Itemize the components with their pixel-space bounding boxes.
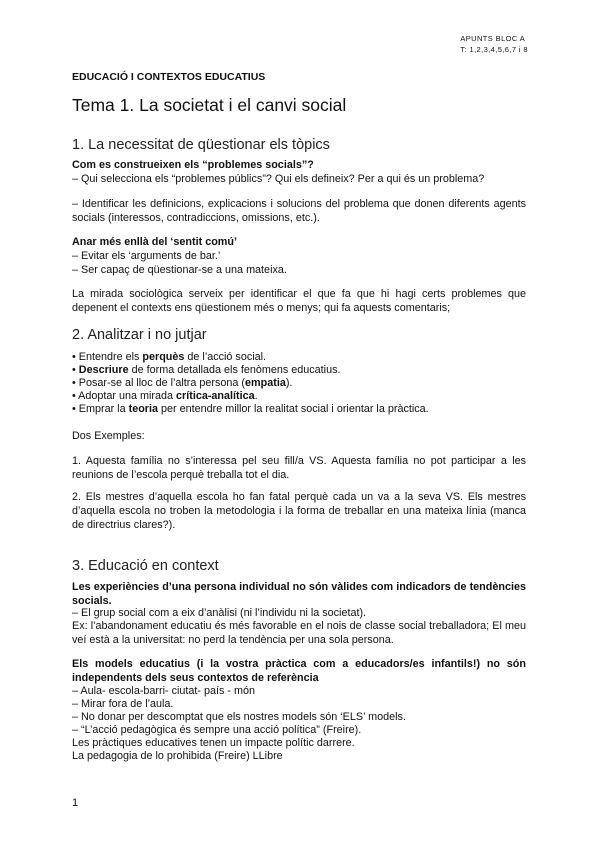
section-1-subtitle-1: Com es construeixen els “problemes socials”? [72,159,314,171]
section-3-list-line: – No donar per descomptat que els nostres models són ‘ELS’ models. [72,711,406,723]
examples-label: Dos Exemples: [72,430,145,442]
bullet-item: • Adoptar una mirada crítica-analítica. [72,390,258,402]
header-line-2: T: 1,2,3,4,5,6,7 i 8 [460,45,528,54]
section-1-paragraph-1: – Identificar les definicions, explicacions i solucions del problema que donen diferents agents socials (interessos, contradiccions, omissions, etc.). [72,198,526,224]
section-3-list-line: – Aula- escola-barri- ciutat- país - món [72,685,256,697]
section-1-heading: 1. La necessitat de qüestionar els tòpics [72,137,330,153]
section-3-heading: 3. Educació en context [72,558,219,574]
document-title: EDUCACIÓ I CONTEXTOS EDUCATIUS [72,71,266,83]
tema-title: Tema 1. La societat i el canvi social [72,95,347,115]
section-3-list-line: – “L’acció pedagògica és sempre una acció política” (Freire). [72,724,362,736]
section-1-list-line-1: – Evitar els ‘arguments de bar.’ [72,250,221,262]
section-3-line-1: – El grup social com a eix d’anàlisi (ni l’individu ni la societat). [72,607,367,619]
bullet-item: • Descriure de forma detallada els fenòmens educatius. [72,364,341,376]
section-1-line: – Qui selecciona els “problemes públics”? Qui els defineix? Per a qui és un problema? [72,173,485,185]
section-3-subtitle-2: Els models educatius (i la vostra pràctica com a educadors/es infantils!) no són independents dels seus contextos de referència [72,658,526,684]
section-3-list-line: La pedagogia de lo prohibida (Freire) LLibre [72,750,283,762]
section-3-subtitle-1: Les experiències d’una persona individual no són vàlides com indicadors de tendències socials. [72,581,526,607]
section-1-list-line-2: – Ser capaç de qüestionar-se a una mateixa. [72,264,287,276]
bullet-item: • Emprar la teoria per entendre millor la realitat social i orientar la pràctica. [72,403,429,415]
section-3-list-line: – Mirar fora de l’aula. [72,698,174,710]
example-2: 2. Els mestres d’aquella escola ho fan fatal perquè cada un va a la seva VS. Els mestres d’aquella escola no troben la metodologia i la forma de treballar en una mateixa línia (manca de directrius clares?). [72,491,526,531]
section-1-subtitle-2: Anar més enllà del ‘sentit comú’ [72,236,238,248]
section-3-list-line: Les pràctiques educatives tenen un impacte polític darrere. [72,737,355,749]
section-2-heading: 2. Analitzar i no jutjar [72,327,207,343]
example-1: 1. Aquesta família no s’interessa pel seu fill/a VS. Aquesta família no pot participar a les reunions de l’escola perquè treballa tot el dia. [72,455,526,481]
header-line-1: APUNTS BLOC A [460,34,526,43]
section-1-paragraph-2: La mirada sociològica serveix per identificar el que fa que hi hagi certs problemes que depenent el contexts ens qüestionem més o menys; qui fa aquests comentaris; [72,288,526,314]
page-header [460,33,528,55]
section-3-paragraph-1: Ex: l’abandonament educatiu és més favorable en el nois de classe social treballadora; El meu veí està a la universitat: no perd la tendència per una sola persona. [72,620,526,646]
bullet-item: • Posar-se al lloc de l’altra persona (empatia). [72,377,293,389]
page-number: 1 [72,797,79,809]
bullet-item: • Entendre els perquès de l’acció social. [72,351,267,363]
